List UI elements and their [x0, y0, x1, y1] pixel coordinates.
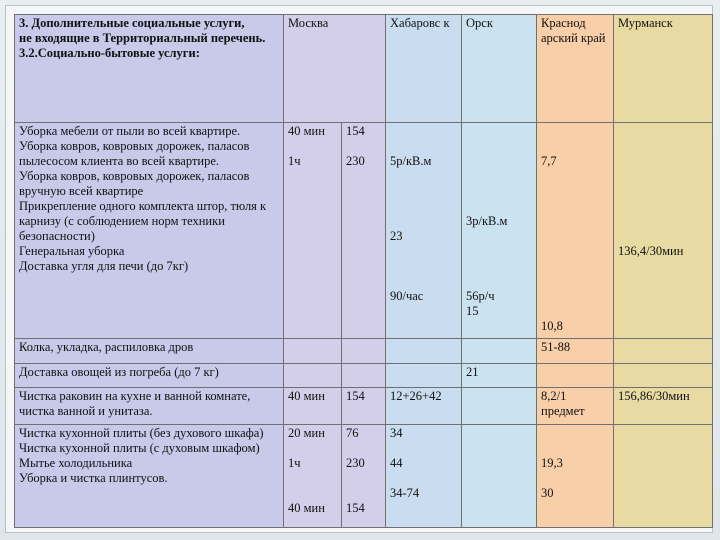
orsk-value-cell	[462, 424, 537, 527]
moscow-price-cell: 154 230	[342, 123, 386, 339]
moscow-price-cell	[342, 339, 386, 363]
table-row	[15, 424, 713, 527]
krasnodar-value-cell: 7,7 10,8	[537, 123, 614, 339]
moscow-time-cell: 20 мин 1ч 40 мин	[284, 424, 342, 527]
table-header-row	[15, 15, 713, 123]
khabarovsk-value-cell: 34 44 34-74	[386, 424, 462, 527]
moscow-price-cell: 154	[342, 388, 386, 424]
krasnodar-value-cell: 8,2/1 предмет	[537, 388, 614, 424]
table-row	[15, 123, 713, 339]
khabarovsk-value-cell	[386, 363, 462, 387]
table-row	[15, 339, 713, 363]
orsk-value-cell	[462, 388, 537, 424]
moscow-time-cell: 40 мин 1ч	[284, 123, 342, 339]
service-name-cell: Колка, укладка, распиловка дров	[15, 339, 284, 363]
service-name-cell: Чистка раковин на кухне и ванной комнате, чистка ванной и унитаза.	[15, 388, 284, 424]
service-names-cell: Чистка кухонной плиты (без духового шкафа) Чистка кухонной плиты (с духовым шкафом) Мытье холодильника Уборка и чистка плинтусов.	[15, 424, 284, 527]
section-title-cell: 3. Дополнительные социальные услуги, не входящие в Территориальный перечень. 3.2.Социально-бытовые услуги:	[15, 15, 284, 123]
khabarovsk-header-cell: Хабаровс к	[386, 15, 462, 123]
moscow-price-cell: 76 230 154	[342, 424, 386, 527]
krasnodar-value-cell: 19,3 30	[537, 424, 614, 527]
murmansk-value-cell	[614, 363, 713, 387]
krasnodar-value-cell	[537, 363, 614, 387]
table-row	[15, 388, 713, 424]
moscow-time-cell	[284, 363, 342, 387]
table-row	[15, 363, 713, 387]
services-table	[14, 14, 713, 528]
service-name-cell: Доставка овощей из погреба (до 7 кг)	[15, 363, 284, 387]
moscow-header-cell: Москва	[284, 15, 386, 123]
khabarovsk-value-cell	[386, 339, 462, 363]
murmansk-value-cell	[614, 424, 713, 527]
moscow-time-cell: 40 мин	[284, 388, 342, 424]
orsk-value-cell: 3р/кВ.м 56р/ч 15	[462, 123, 537, 339]
moscow-price-cell	[342, 363, 386, 387]
orsk-header-cell: Орск	[462, 15, 537, 123]
khabarovsk-value-cell: 5р/кВ.м 23 90/час	[386, 123, 462, 339]
krasnodar-header-cell: Краснод арский край	[537, 15, 614, 123]
murmansk-header-cell: Мурманск	[614, 15, 713, 123]
khabarovsk-value-cell: 12+26+42	[386, 388, 462, 424]
murmansk-value-cell: 156,86/30мин	[614, 388, 713, 424]
orsk-value-cell: 21	[462, 363, 537, 387]
murmansk-value-cell: 136,4/30мин	[614, 123, 713, 339]
moscow-time-cell	[284, 339, 342, 363]
orsk-value-cell	[462, 339, 537, 363]
service-names-cell: Уборка мебели от пыли во всей квартире. Уборка ковров, ковровых дорожек, паласов пылесосом клиента во всей квартире. Уборка ковров, ковровых дорожек, паласов вручную всей квартире Прикрепление одного комплекта штор, тюля к карнизу (с соблюдением норм техники безопасности) Генеральная уборка Доставка угля для печи (до 7кг)	[15, 123, 284, 339]
krasnodar-value-cell: 51-88	[537, 339, 614, 363]
murmansk-value-cell	[614, 339, 713, 363]
